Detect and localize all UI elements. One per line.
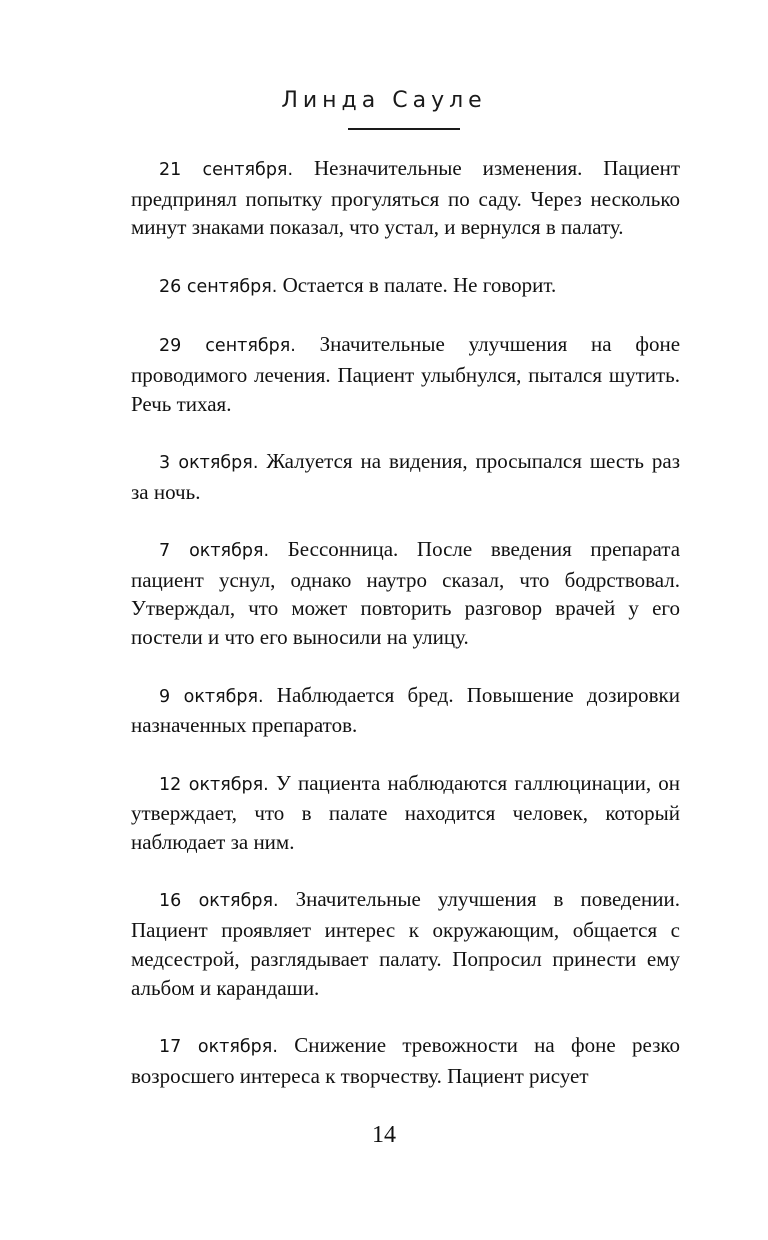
diary-entry xyxy=(131,1031,680,1090)
diary-entry xyxy=(131,330,680,418)
diary-entry xyxy=(131,681,680,740)
entry-text: У пациента наблюдаются галлюцинации, он утверждает, что в палате находится человек, который наблюдает за ним. xyxy=(131,770,681,855)
entry-date: 3 октября. xyxy=(159,452,259,473)
entry-text: Незначительные изменения. Пациент предпринял попытку прогуляться по саду. Через несколько минут знаками показал, что устал, и вернулся в палату. xyxy=(131,156,681,240)
diary-entry xyxy=(131,535,680,652)
diary-entry xyxy=(131,885,680,1002)
entry-date: 17 октября. xyxy=(159,1036,278,1057)
entry-date: 26 сентября. xyxy=(159,276,278,297)
running-head-author: Линда Сауле xyxy=(281,88,487,113)
diary-entry xyxy=(131,154,680,242)
entry-text: Остается в палате. Не говорит. xyxy=(282,272,557,297)
entry-text: Снижение тревожности на фоне резко возросшего интереса к творчеству. Пациент рисует xyxy=(131,1032,681,1088)
entry-date: 7 октября. xyxy=(159,541,270,562)
diary-entry xyxy=(131,769,680,857)
diary-entries xyxy=(131,154,680,1119)
entry-text: Жалуется на видения, просыпался шесть раз за ночь. xyxy=(131,448,681,504)
entry-text: Бессонница. После введения препарата пациент уснул, однако наутро сказал, что бодрствовал. Утверждал, что может повторить разговор врачей у его постели и что его выносили на улицу. xyxy=(131,537,681,650)
page-number: 14 xyxy=(372,1122,396,1148)
entry-text: Значительные улучшения в поведении. Пациент проявляет интерес к окружающим, общается с медсестрой, разглядывает палату. Попросил принести ему альбом и карандаши. xyxy=(131,887,681,1000)
entry-date: 21 сентября. xyxy=(159,160,294,180)
entry-text: Значительные улучшения на фоне проводимого лечения. Пациент улыбнулся, пытался шутить. Речь тихая. xyxy=(131,332,681,416)
diary-entry xyxy=(131,271,680,302)
running-head-rule xyxy=(348,128,460,130)
entry-date: 16 октября. xyxy=(159,891,279,912)
entry-date: 12 октября. xyxy=(159,774,269,795)
entry-text: Наблюдается бред. Повышение дозировки назначенных препаратов. xyxy=(131,682,680,738)
entry-date: 29 сентября. xyxy=(159,336,296,357)
entry-date: 9 октября. xyxy=(159,686,264,707)
diary-entry xyxy=(131,447,680,506)
